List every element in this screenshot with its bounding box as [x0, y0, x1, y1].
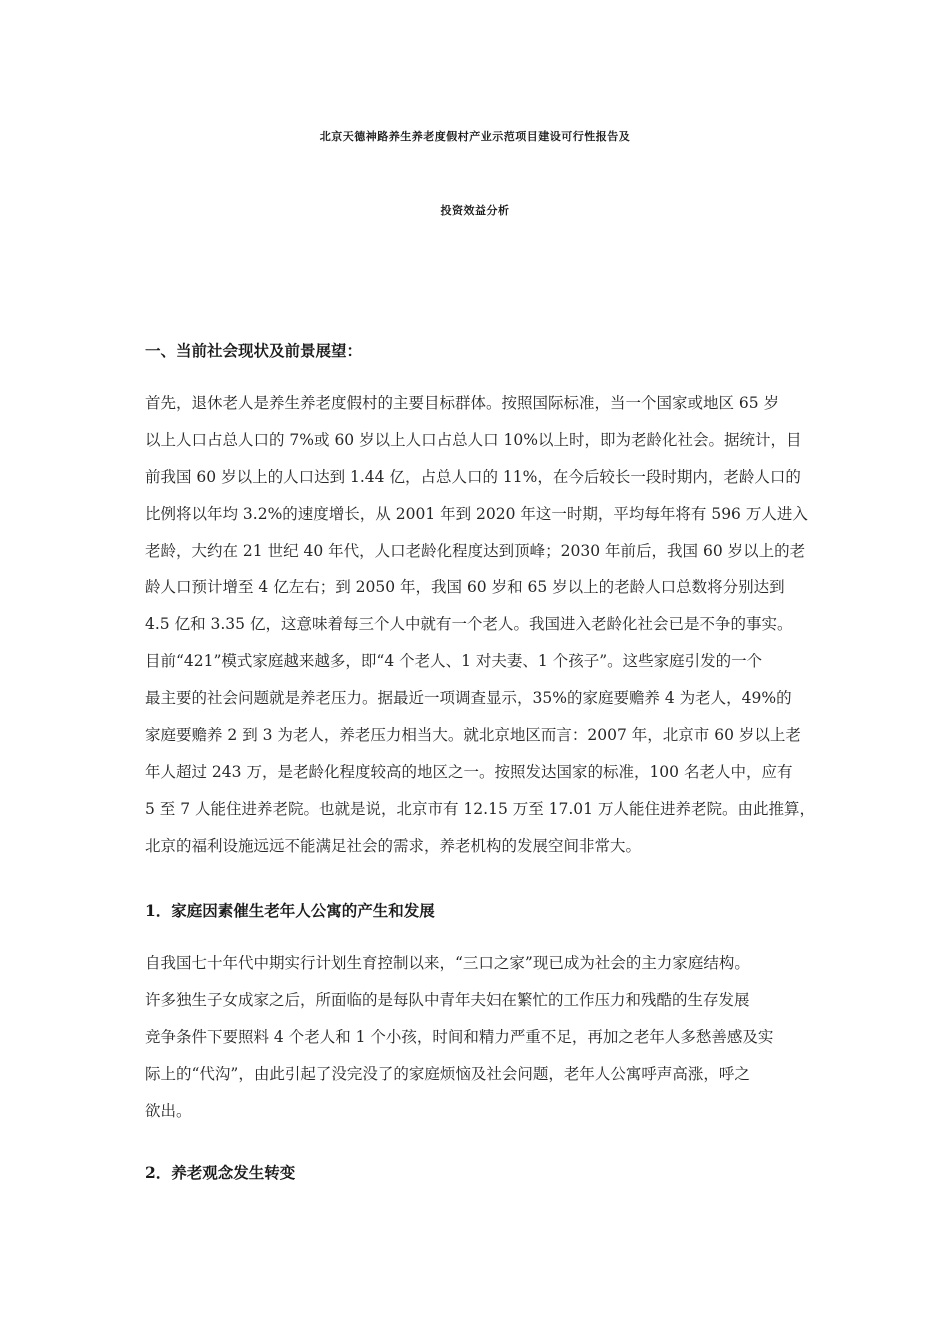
paragraph-line: 北京的福利设施远远不能满足社会的需求，养老机构的发展空间非常大。 [145, 836, 642, 855]
paragraph-line: 竞争条件下要照料 4 个老人和 1 个小孩，时间和精力严重不足，再加之老年人多愁善感及实 [145, 1027, 774, 1046]
paragraph-line: 家庭要赡养 2 到 3 为老人，养老压力相当大。就北京地区而言：2007 年，北京市 60 岁以上老 [145, 726, 801, 745]
body-paragraph [145, 385, 825, 865]
paragraph-line: 年人超过 243 万，是老龄化程度较高的地区之一。按照发达国家的标准，100 名老人中，应有 [145, 762, 793, 781]
paragraph-line: 许多独生子女成家之后，所面临的是每队中青年夫妇在繁忙的工作压力和残酷的生存发展 [145, 990, 750, 1009]
subsection-heading: 2．养老观念发生转变 [145, 1163, 296, 1182]
paragraph-line: 老龄，大约在 21 世纪 40 年代，人口老龄化程度达到顶峰；2030 年前后，我国 60 岁以上的老 [145, 541, 806, 560]
paragraph-line: 最主要的社会问题就是养老压力。据最近一项调查显示，35%的家庭要赡养 4 为老人，49%的 [145, 689, 792, 708]
paragraph-line: 比例将以年均 3.2%的速度增长，从 2001 年到 2020 年这一时期，平均每年将有 596 万人进入 [145, 504, 808, 523]
paragraph-line: 目前“421”模式家庭越来越多，即“4 个老人、1 对夫妻、1 个孩子”。这些家庭引发的一个 [145, 652, 763, 671]
document-title-line-2: 投资效益分析 [440, 204, 510, 217]
paragraph-line: 以上人口占总人口的 7%或 60 岁以上人口占总人口 10%以上时，即为老龄化社会。据统计，目 [145, 430, 802, 449]
paragraph-line: 前我国 60 岁以上的人口达到 1.44 亿，占总人口的 11%，在今后较长一段时期内，老龄人口的 [145, 467, 801, 486]
subsection-heading: 1．家庭因素催生老年人公寓的产生和发展 [145, 901, 435, 920]
section-heading: 一、当前社会现状及前景展望： [145, 341, 363, 360]
paragraph-line: 4.5 亿和 3.35 亿，这意味着每三个人中就有一个老人。我国进入老龄化社会已是不争的事实。 [145, 615, 793, 634]
paragraph-line: 际上的“代沟”，由此引起了没完没了的家庭烦恼及社会问题，老年人公寓呼声高涨，呼之 [145, 1064, 750, 1083]
paragraph-line: 首先，退休老人是养生养老度假村的主要目标群体。按照国际标准，当一个国家或地区 65 岁 [145, 394, 780, 412]
paragraph-line: 自我国七十年代中期实行计划生育控制以来，“三口之家”现已成为社会的主力家庭结构。 [145, 954, 750, 972]
document-title-line-1: 北京天德神路养生养老度假村产业示范项目建设可行性报告及 [319, 130, 631, 143]
body-paragraph [145, 945, 825, 1129]
paragraph-line: 欲出。 [145, 1101, 192, 1120]
paragraph-line: 5 至 7 人能住进养老院。也就是说，北京市有 12.15 万至 17.01 万人能住进养老院。由此推算， [145, 799, 815, 818]
paragraph-line: 龄人口预计增至 4 亿左右；到 2050 年，我国 60 岁和 65 岁以上的老龄人口总数将分别达到 [145, 578, 785, 597]
